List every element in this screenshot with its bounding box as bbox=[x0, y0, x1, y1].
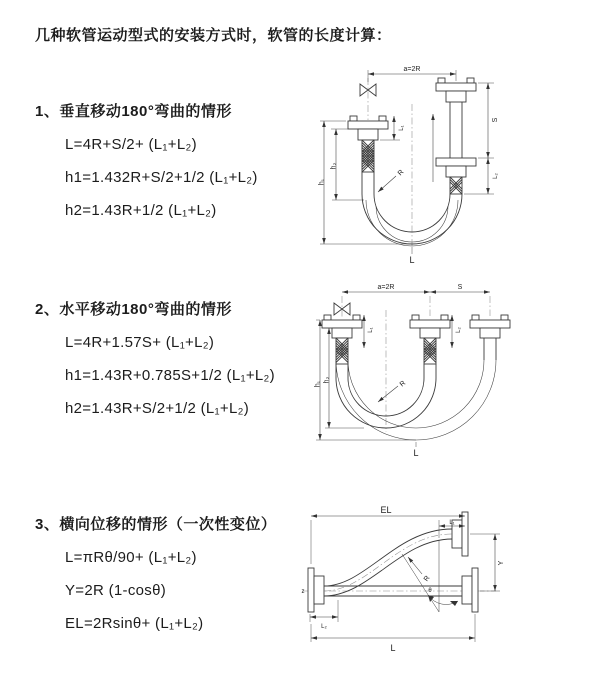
formula: h1=1.43R+0.785S+1/2 (L₁+L₂) bbox=[65, 367, 275, 384]
flange-fitting-left bbox=[308, 568, 324, 612]
flange-fitting-left bbox=[322, 315, 362, 378]
dim-label-r: R bbox=[396, 168, 406, 178]
dim-label-l: L bbox=[409, 255, 415, 265]
formula: h2=1.43R+1/2 (L₁+L₂) bbox=[65, 202, 217, 219]
formula: L=πRθ/90+ (L₁+L₂) bbox=[65, 549, 197, 566]
dim-label-s: S bbox=[492, 117, 499, 123]
dim-label-el: EL bbox=[380, 505, 392, 515]
dim-label-r: R bbox=[398, 379, 408, 389]
section-vertical-movement bbox=[35, 102, 325, 221]
formula: EL=2Rsinθ+ (L₁+L₂) bbox=[65, 615, 204, 632]
angle-label-theta: θ bbox=[428, 588, 432, 594]
diagram-horizontal-180-bend bbox=[312, 280, 517, 460]
dim-label-r: R bbox=[422, 574, 432, 583]
dim-label-l2: L₂ bbox=[493, 173, 499, 179]
section-horizontal-movement bbox=[35, 300, 325, 419]
flange-fitting-right-top bbox=[452, 512, 468, 556]
centerlines bbox=[368, 78, 412, 246]
dim-label-l2: L₂ bbox=[321, 624, 327, 630]
formula: L=4R+1.57S+ (L₁+L₂) bbox=[65, 334, 215, 351]
dim-label-h2: h₂ bbox=[323, 376, 331, 384]
dim-label-l2: L₂ bbox=[456, 327, 462, 333]
flange-fitting-right-bottom bbox=[462, 568, 478, 612]
dim-label-l1: L₁ bbox=[368, 327, 374, 333]
flange-fitting-left bbox=[348, 116, 388, 194]
flange-fitting-middle bbox=[410, 315, 450, 378]
formula: h1=1.432R+S/2+1/2 (L₁+L₂) bbox=[65, 169, 258, 186]
diagram-vertical-180-bend bbox=[310, 54, 515, 266]
dim-label-a2r: a=2R bbox=[377, 284, 395, 291]
section-lateral-displacement bbox=[35, 515, 325, 634]
section-3-heading: 3、横向位移的情形（一次性变位） bbox=[35, 516, 277, 533]
document-title: 几种软管运动型式的安装方式时，软管的长度计算： bbox=[35, 27, 392, 44]
formula: Y=2R (1-cosθ) bbox=[65, 582, 167, 599]
dim-label-s: S bbox=[457, 284, 463, 291]
dim-label-l: L bbox=[413, 448, 419, 458]
dim-label-h1: h₁ bbox=[318, 178, 326, 186]
dim-label-l: L bbox=[390, 643, 396, 653]
section-1-heading: 1、垂直移动180°弯曲的情形 bbox=[35, 103, 232, 120]
dim-label-l1: L₁ bbox=[399, 125, 405, 131]
dim-label-l1: L₁ bbox=[449, 520, 455, 526]
dim-label-h1: h₁ bbox=[314, 380, 322, 388]
flange-fitting-right-moved bbox=[470, 315, 510, 360]
dim-label-y: Y bbox=[498, 560, 505, 566]
section-2-heading: 2、水平移动180°弯曲的情形 bbox=[35, 301, 232, 318]
centerline-mark-z: z bbox=[301, 589, 305, 595]
diagram-lateral-displacement bbox=[298, 500, 506, 655]
formula: L=4R+S/2+ (L₁+L₂) bbox=[65, 136, 197, 153]
formula: h2=1.43R+S/2+1/2 (L₁+L₂) bbox=[65, 400, 250, 417]
dim-label-h2: h₂ bbox=[330, 162, 338, 170]
flange-fitting-right bbox=[436, 78, 476, 194]
dim-label-a2r: a=2R bbox=[403, 66, 421, 73]
